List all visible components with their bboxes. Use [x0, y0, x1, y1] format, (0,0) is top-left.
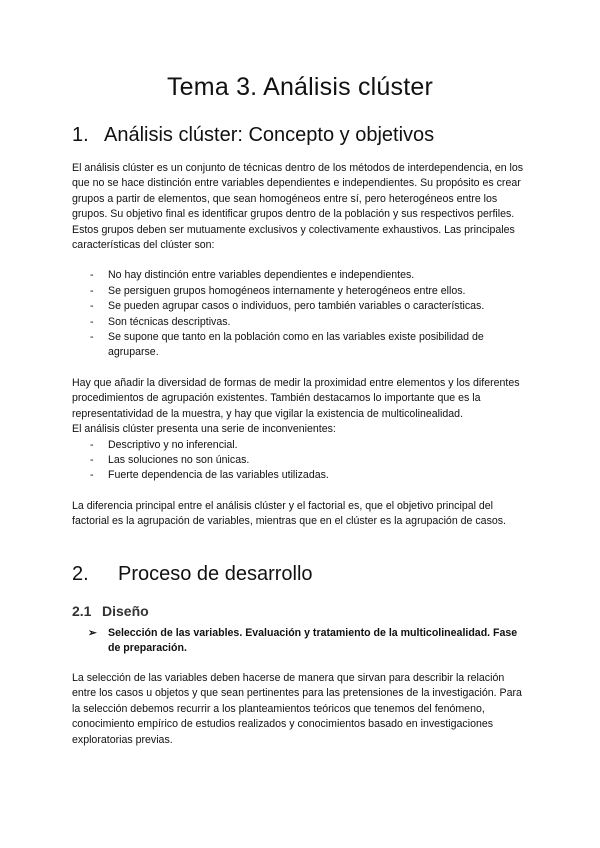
section-1-para-4: La diferencia principal entre el análisis clúster y el factorial es, que el objetivo principal del factorial es la agrupación de variables, mientras que en el clúster es la agrupación de casos. — [72, 499, 507, 528]
section-1-title: Análisis clúster: Concepto y objetivos — [104, 124, 435, 146]
bold-list-item-text: Selección de las variables. Evaluación y tratamiento de la multicolinealidad. Fase de preparación. — [108, 627, 518, 655]
subsection-2-1-number: 2.1 — [72, 603, 92, 619]
list-item: - Se supone que tanto en la población como en las variables existe posibilidad de agruparse. — [72, 330, 530, 361]
document-title: Tema 3. Análisis clúster — [166, 73, 434, 101]
bold-list-item — [88, 626, 528, 657]
subsection-2-1-body — [72, 671, 530, 748]
section-1-intro: El análisis clúster es un conjunto de técnicas dentro de los métodos de interdependencia, en los que no se hace distinción entre variables dependientes e independientes. Su propósito es crear grupos a partir de elementos, que sean homogéneos entre sí, pero heterogéneos entre los grupos. Su objetivo final es identificar grupos dentro de la población y sus respectivos perfiles. Estos grupos deben ser mutuamente exclusivos y colectivamente exhaustivos. Las principales características del clúster son: — [72, 162, 524, 252]
list-item: - Son técnicas descriptivas. — [72, 315, 530, 330]
section-1-para-2: Hay que añadir la diversidad de formas de medir la proximidad entre elementos y los diferentes procedimientos de agrupación existentes. También destacamos lo importante que es la representatividad de la muestra, y hay que vigilar la existencia de multicolinealidad. — [72, 376, 520, 420]
list-item: - Fuerte dependencia de las variables utilizadas. — [72, 468, 530, 483]
features-list — [72, 268, 530, 360]
section-2-number: 2. — [72, 563, 89, 585]
arrow-bullet-icon: ➢ — [88, 627, 97, 639]
section-1-heading — [72, 124, 434, 147]
section-1-body — [72, 161, 530, 530]
subsection-2-1-heading — [72, 603, 149, 619]
list-item: - Descriptivo y no inferencial. — [72, 438, 530, 453]
subsection-2-1-title: Diseño — [102, 603, 149, 619]
section-2-heading — [72, 563, 313, 586]
section-1-number: 1. — [72, 124, 89, 146]
drawbacks-list — [72, 438, 530, 484]
section-2-title: Proceso de desarrollo — [118, 563, 313, 585]
subsection-2-1-para: La selección de las variables deben hacerse de manera que sirvan para describir la relación entre los casos u objetos y que sean pertinentes para las pretensiones de la investigación. Para la selección debemos recurrir a los planteamientos teóricos que tenemos del fenómeno, conocimiento empírico de estudios realizados y conocimientos basado en investigaciones exploratorias previas. — [72, 672, 522, 746]
list-item: - Las soluciones no son únicas. — [72, 453, 530, 468]
list-item: - No hay distinción entre variables dependientes e independientes. — [72, 268, 530, 283]
section-1-para-3: El análisis clúster presenta una serie de inconvenientes: — [72, 423, 336, 436]
list-item: - Se persiguen grupos homogéneos internamente y heterogéneos entre ellos. — [72, 284, 530, 299]
list-item: - Se pueden agrupar casos o individuos, pero también variables o características. — [72, 299, 530, 314]
